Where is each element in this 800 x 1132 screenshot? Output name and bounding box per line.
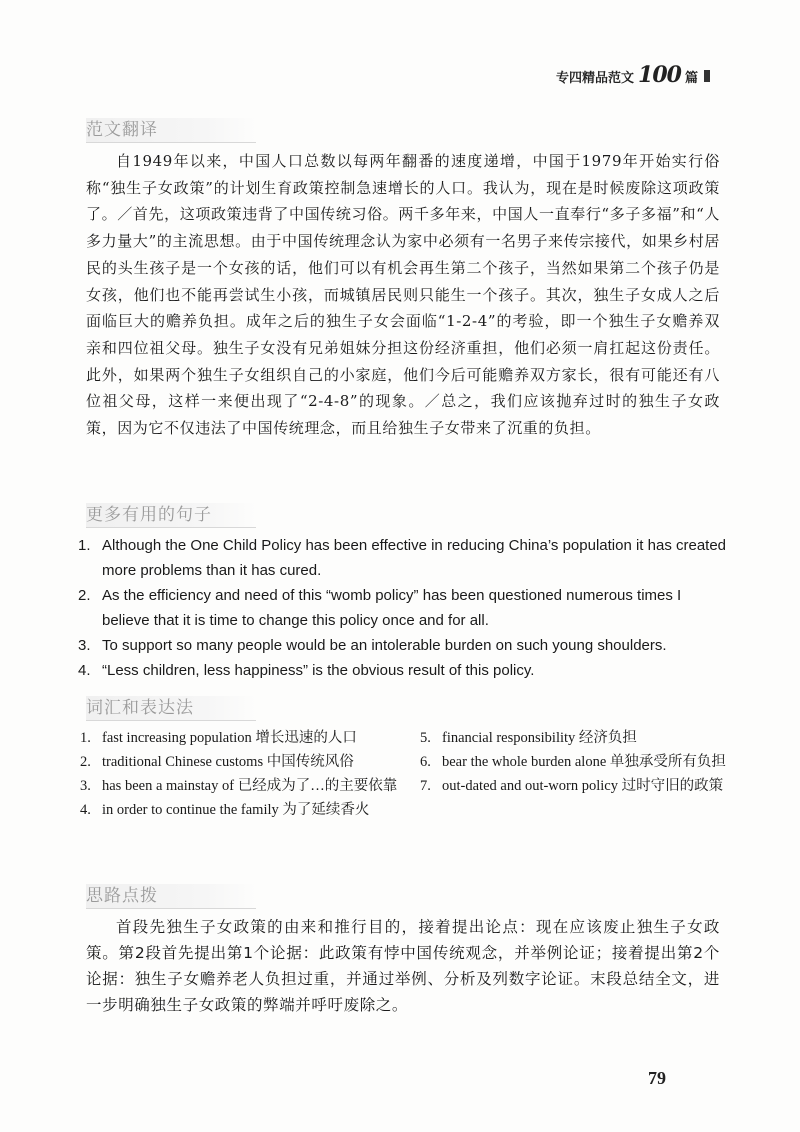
vocab-text: traditional Chinese customs 中国传统风俗	[102, 754, 354, 770]
vocab-text: out-dated and out-worn policy 过时守旧的政策	[442, 778, 724, 794]
vocab-text: fast increasing population 增长迅速的人口	[102, 730, 357, 746]
sentence-number: 2.	[78, 587, 91, 604]
sentence-text: To support so many people would be an intolerable burden on such young shoulders.	[102, 637, 667, 654]
vocab-number: 2.	[80, 754, 91, 770]
sentence-item	[78, 583, 728, 633]
sentence-item	[78, 658, 728, 683]
vocab-text: financial responsibility 经济负担	[442, 730, 637, 746]
sentence-number: 3.	[78, 637, 91, 654]
vocab-item	[80, 798, 400, 822]
sentence-item	[78, 633, 728, 658]
vocab-text: has been a mainstay of 已经成为了…的主要依靠	[102, 778, 398, 794]
vocab-number: 1.	[80, 730, 91, 746]
vocabulary-list-right	[420, 726, 730, 798]
running-header	[556, 62, 710, 88]
sentence-number: 4.	[78, 662, 91, 679]
vocab-item	[80, 726, 400, 750]
vocab-number: 7.	[420, 778, 431, 794]
running-header-title: 专四精品范文	[556, 71, 635, 86]
translation-paragraph: 自1949年以来，中国人口总数以每两年翻番的速度递增，中国于1979年开始实行俗称“独生子女政策”的计划生育政策控制急速增长的人口。我认为，现在是时候废除这项政策了。／首先，这项政策违背了中国传统习俗。两千多年来，中国人一直奉行“多子多福”和“人多力量大”的主流思想。由于中国传统理念认为家中必须有一名男子来传宗接代，如果乡村居民的头生孩子是一个女孩的话，他们可以有机会再生第二个孩子，当然如果第二个孩子仍是女孩，他们也不能再尝试生小孩，而城镇居民则只能生一个孩子。其次，独生子女成人之后面临巨大的赡养负担。成年之后的独生子女会面临“1-2-4”的考验，即一个独生子女赡养双亲和四位祖父母。独生子女没有兄弟姐妹分担这份经济重担，他们必须一肩扛起这份责任。此外，如果两个独生子女组织自己的小家庭，他们今后可能赡养双方家长，很有可能还有八位祖父母，这样一来便出现了“2-4-8”的现象。／总之，我们应该抛弃过时的独生子女政策，因为它不仅违法了中国传统理念，而且给独生子女带来了沉重的负担。	[86, 152, 720, 438]
sentence-text: Although the One Child Policy has been effective in reducing China’s population it has created more problems than it has cured.	[102, 537, 727, 579]
section-heading-thinking: 思路点拨	[86, 884, 256, 909]
section-heading-translation: 范文翻译	[86, 118, 256, 143]
vocab-number: 4.	[80, 802, 91, 818]
vocab-item	[420, 774, 730, 798]
sentence-text: As the efficiency and need of this “womb policy” has been questioned numerous times I believe that it is time to change this policy once and for all.	[102, 587, 682, 629]
vocab-item	[80, 774, 400, 798]
vocab-number: 3.	[80, 778, 91, 794]
vocab-item	[420, 750, 730, 774]
vocab-number: 5.	[420, 730, 431, 746]
vocab-text: in order to continue the family 为了延续香火	[102, 802, 370, 818]
vocab-text: bear the whole burden alone 单独承受所有负担	[442, 754, 726, 770]
vocab-item	[420, 726, 730, 750]
sentence-number: 1.	[78, 537, 91, 554]
section-heading-sentences: 更多有用的句子	[86, 503, 256, 528]
running-header-suffix: 篇	[684, 71, 698, 86]
section-heading-vocabulary: 词汇和表达法	[86, 696, 256, 721]
sentence-text: “Less children, less happiness” is the obvious result of this policy.	[102, 662, 535, 679]
page-number: 79	[648, 1068, 666, 1088]
vocab-item	[80, 750, 400, 774]
header-tab-mark-icon	[704, 70, 710, 82]
running-header-number: 100	[638, 62, 681, 88]
sentence-item	[78, 533, 728, 583]
sentence-list	[78, 533, 728, 683]
vocabulary-list-left	[80, 726, 400, 822]
vocab-number: 6.	[420, 754, 431, 770]
thinking-paragraph: 首段先独生子女政策的由来和推行目的，接着提出论点：现在应该废止独生子女政策。第2段首先提出第1个论据：此政策有悖中国传统观念，并举例论证；接着提出第2个论据：独生子女赡养老人负担过重，并通过举例、分析及列数字论证。末段总结全文，进一步明确独生子女政策的弊端并呼吁废除之。	[86, 918, 720, 1014]
